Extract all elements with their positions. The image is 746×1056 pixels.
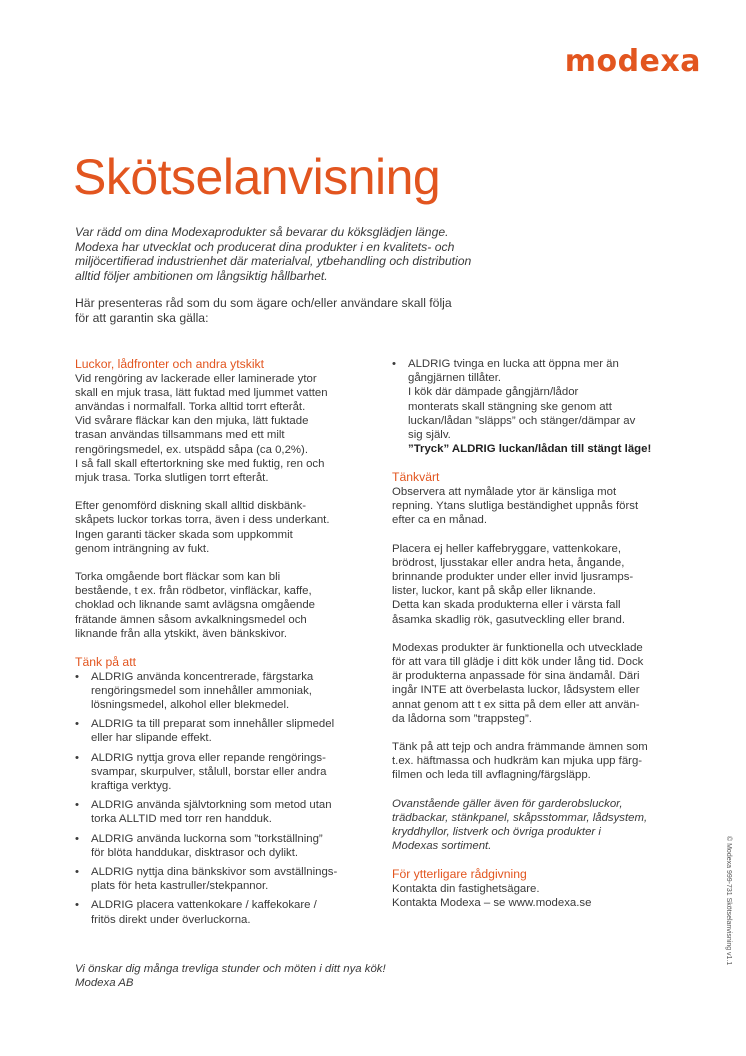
list-item bbox=[75, 865, 375, 893]
list-item bbox=[392, 357, 682, 456]
right-column bbox=[392, 357, 682, 910]
page-title: Skötselanvisning bbox=[73, 149, 441, 205]
bullet-icon: • bbox=[392, 358, 396, 370]
paragraph-italic: Ovanstående gäller även för garderobsluckor, trädbackar, stänkpanel, skåpsstommar, lådsystem, kryddhyllor, listverk och övriga produkter i Modexas sortiment. bbox=[392, 797, 648, 853]
list-item bbox=[75, 751, 375, 794]
closing-text: Vi önskar dig många trevliga stunder och möten i ditt nya kök! Modexa AB bbox=[75, 963, 386, 990]
list-item bbox=[75, 717, 375, 745]
paragraph: Modexas produkter är funktionella och utvecklade för att vara till glädje i ditt kök under lång tid. Dock är produkterna anpassade för sina ändamål. Däri ingår INTE att överbelasta luckor, lådsystem eller annat genom att t ex sitta på dem eller att använ- da lådorna som ”trappsteg”. bbox=[392, 641, 644, 725]
document-reference: © Modexa 999-731 Skötselanvisning v1.1 bbox=[725, 836, 732, 966]
paragraph: Placera ej heller kaffebryggare, vattenkokare, brödrost, ljusstakar eller andra heta, ångande, brinnande produkter under eller invid ljusramps- lister, luckor, kant på skåp eller liknande. Detta kan skada produkterna eller i värsta fall åsamka skadlig rök, gasutveckling eller brand. bbox=[392, 542, 634, 626]
heading-surfaces: Luckor, lådfronter och andra ytskikt bbox=[75, 357, 265, 371]
paragraph: Observera att nymålade ytor är känsliga mot repning. Ytans slutliga beständighet uppnås först efter ca en månad. bbox=[392, 486, 639, 527]
paragraph: Torka omgående bort fläckar som kan bli bestående, t ex. från rödbetor, vinfläckar, kaffe, choklad och liknande samt avlägsna omgående frätande ämnen såsom avkalkningsmedel och liknande från alla ytskikt, även bänkskivor. bbox=[75, 571, 315, 640]
paragraph: Efter genomförd diskning skall alltid diskbänk- skåpets luckor torkas torra, även i dess underkant. Ingen garanti täcker skada som uppkommit genom inträngning av fukt. bbox=[75, 500, 330, 555]
list-item bbox=[75, 898, 375, 926]
heading-further-advice: För ytterligare rådgivning bbox=[392, 867, 527, 882]
bullet-icon: • bbox=[75, 799, 79, 812]
bullet-icon: • bbox=[75, 670, 79, 683]
warning-list-continued bbox=[392, 357, 682, 456]
list-item-bold-text: ”Tryck” ALDRIG luckan/lådan till stängt läge! bbox=[408, 443, 652, 456]
list-item-text: ALDRIG nyttja grova eller repande rengörings- svampar, skurpulver, stålull, borstar eller andra kraftiga verktyg. bbox=[91, 751, 327, 793]
list-item-text: ALDRIG placera vattenkokare / kaffekokare / fritös direkt under överluckorna. bbox=[91, 899, 317, 926]
paragraph: Vid rengöring av lackerade eller laminerade ytor skall en mjuk trasa, lätt fuktad med ljummet vatten användas i normalfall. Torka alltid torrt efteråt. Vid svårare fläckar kan den mjuka, lätt fuktade trasan användas tillsammans med ett milt rengöringsmedel, ex. utspädd såpa (ca 0,2%). I så fall skall eftertorkning ske med fuktig, ren och mjuk trasa. Torka slutligen torrt efteråt. bbox=[75, 372, 328, 485]
list-item bbox=[75, 798, 375, 826]
warning-list bbox=[75, 670, 375, 927]
contact-paragraph: Kontakta din fastighetsägare. Kontakta Modexa – se www.modexa.se bbox=[392, 883, 592, 910]
list-item-text: ALDRIG använda koncentrerade, färgstarka rengöringsmedel som innehåller ammoniak, lösningsmedel, alkohol eller blekmedel. bbox=[91, 670, 314, 712]
list-item-text: ALDRIG nyttja dina bänkskivor som avställnings- plats för heta kastruller/stekpannor. bbox=[91, 866, 338, 893]
intro-text: Här presenteras råd som du som ägare och/eller användare skall följa för att garantin ska gälla: bbox=[75, 296, 452, 325]
bullet-icon: • bbox=[75, 718, 79, 731]
bullet-icon: • bbox=[75, 866, 79, 879]
left-column bbox=[75, 357, 375, 932]
heading-think-about: Tänk på att bbox=[75, 655, 136, 670]
list-item bbox=[75, 670, 375, 713]
bullet-icon: • bbox=[75, 832, 79, 845]
list-item-text: ALDRIG tvinga en lucka att öppna mer än gångjärnen tillåter. I kök där dämpade gångjärn/lådor monterats skall stängning ske genom att luckan/lådan ”släpps” och stänger/dämpar av sig själv. bbox=[408, 358, 636, 442]
bullet-icon: • bbox=[75, 751, 79, 764]
bullet-icon: • bbox=[75, 899, 79, 912]
list-item bbox=[75, 832, 375, 860]
modexa-logo: modexa bbox=[564, 44, 701, 79]
intro-italic: Var rädd om dina Modexaprodukter så bevarar du köksglädjen länge. Modexa har utvecklat och producerat dina produkter i en kvalitets- och miljöcertifierad industrienhet där materialval, ytbehandling och distribution alltid följer ambitionen om långsiktig hållbarhet. bbox=[75, 225, 472, 283]
heading-worth-noting: Tänkvärt bbox=[392, 470, 440, 485]
list-item-text: ALDRIG använda luckorna som ”torkställning” för blöta handdukar, disktrasor och dylikt. bbox=[91, 832, 323, 859]
paragraph: Tänk på att tejp och andra främmande ämnen som t.ex. häftmassa och hudkräm kan mjuka upp färg- filmen och leda till avflagning/färgsläpp. bbox=[392, 741, 648, 782]
list-item-text: ALDRIG ta till preparat som innehåller slipmedel eller har slipande effekt. bbox=[91, 718, 335, 745]
list-item-text: ALDRIG använda självtorkning som metod utan torka ALLTID med torr ren handduk. bbox=[91, 799, 332, 826]
